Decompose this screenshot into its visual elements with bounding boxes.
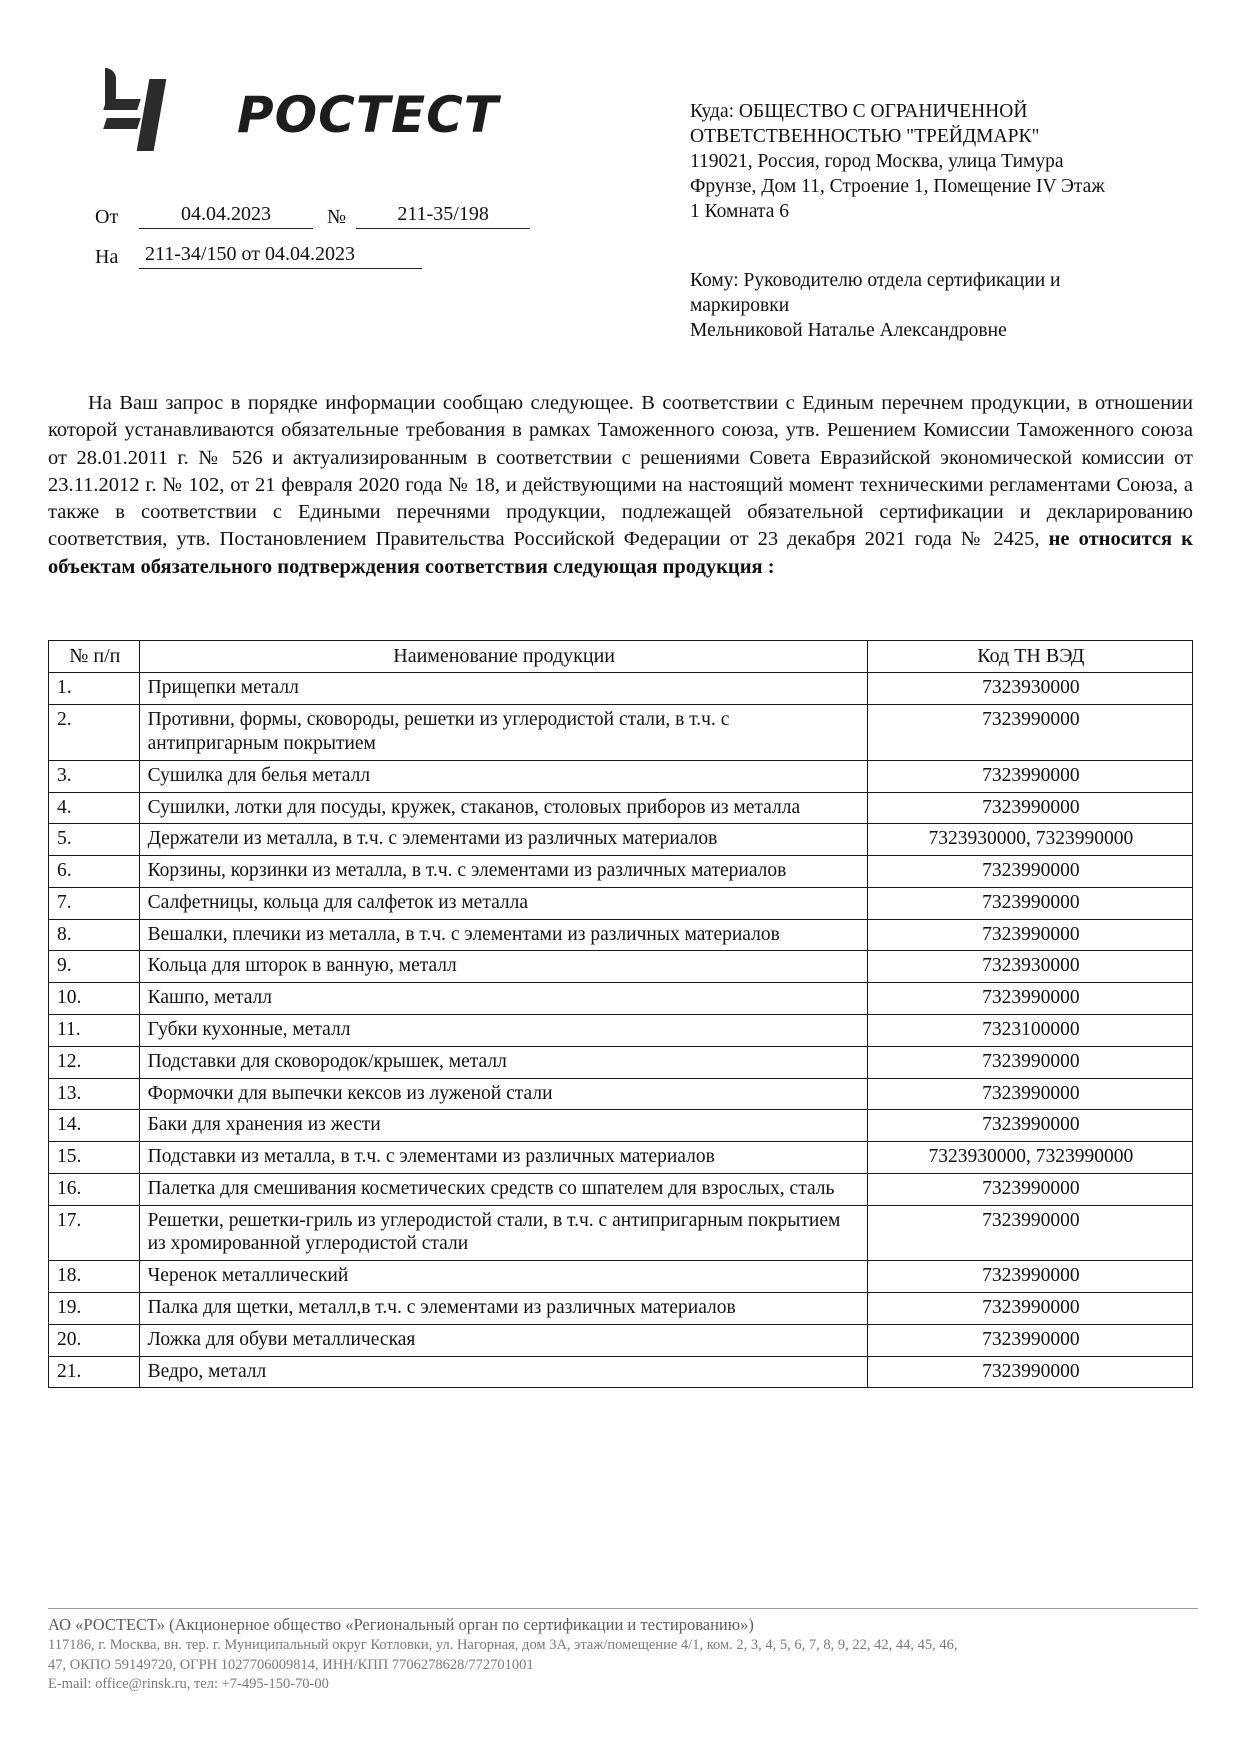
- cell-number: 19.: [49, 1293, 140, 1325]
- column-header-number: № п/п: [49, 641, 140, 673]
- addressee-line-5: 1 Комната 6: [690, 200, 790, 222]
- footer-line-1: АО «РОСТЕСТ» (Акционерное общество «Региональный орган по сертификации и тестированию»): [48, 1615, 754, 1634]
- cell-number: 14.: [49, 1110, 140, 1142]
- cell-number: 8.: [49, 919, 140, 951]
- addressee-line-1: Куда: ОБЩЕСТВО С ОГРАНИЧЕННОЙ: [690, 101, 1028, 122]
- reference-outgoing-row: [95, 203, 565, 229]
- rostest-logo-icon: [105, 79, 223, 151]
- number-label: №: [327, 206, 347, 228]
- table-row: [49, 1293, 1193, 1325]
- letter-footer: [48, 1608, 1198, 1695]
- cell-number: 4.: [49, 792, 140, 824]
- products-table-wrapper: [48, 640, 1193, 1388]
- cell-product-name: Палка для щетки, металл,в т.ч. с элементами из различных материалов: [139, 1293, 867, 1325]
- from-date-value: 04.04.2023: [139, 203, 313, 229]
- cell-product-name: Формочки для выпечки кексов из луженой стали: [139, 1078, 867, 1110]
- reference-block: [95, 203, 565, 283]
- cell-product-name: Кашпо, металл: [139, 983, 867, 1015]
- cell-product-name: Противни, формы, сковороды, решетки из углеродистой стали, в т.ч. с антипригарным покрытием: [139, 705, 867, 761]
- cell-number: 6.: [49, 856, 140, 888]
- cell-tnved-code: 7323990000: [867, 1356, 1192, 1388]
- cell-number: 13.: [49, 1078, 140, 1110]
- cell-product-name: Ведро, металл: [139, 1356, 867, 1388]
- cell-tnved-code: 7323990000: [867, 919, 1192, 951]
- cell-tnved-code: 7323930000, 7323990000: [867, 1142, 1192, 1174]
- table-row: [49, 1078, 1193, 1110]
- cell-number: 3.: [49, 760, 140, 792]
- footer-line-4: E-mail: office@rinsk.ru, тел: +7-495-150-70-00: [48, 1676, 329, 1693]
- cell-number: 15.: [49, 1142, 140, 1174]
- table-row: [49, 887, 1193, 919]
- cell-number: 16.: [49, 1173, 140, 1205]
- cell-tnved-code: 7323990000: [867, 760, 1192, 792]
- addressee-block: [690, 100, 1180, 344]
- table-row: [49, 673, 1193, 705]
- table-row: [49, 919, 1193, 951]
- cell-number: 7.: [49, 887, 140, 919]
- cell-tnved-code: 7323930000: [867, 673, 1192, 705]
- cell-product-name: Прищепки металл: [139, 673, 867, 705]
- cell-tnved-code: 7323990000: [867, 856, 1192, 888]
- letter-body-paragraph: [48, 390, 1193, 581]
- cell-tnved-code: 7323100000: [867, 1014, 1192, 1046]
- table-row: [49, 1356, 1193, 1388]
- cell-tnved-code: 7323990000: [867, 1205, 1192, 1261]
- cell-product-name: Кольца для шторок в ванную, металл: [139, 951, 867, 983]
- cell-number: 9.: [49, 951, 140, 983]
- cell-tnved-code: 7323990000: [867, 705, 1192, 761]
- body-text-regular: На Ваш запрос в порядке информации сообщаю следующее. В соответствии с Единым перечнем продукции, в отношении которой устанавливаются обязательные требования в рамках Таможенного союза, утв. Решением Комиссии Таможенного союза от 28.01.2011 г. № 526 и актуализированным в соответствии с решениями Совета Евразийской экономической комиссии от 23.11.2012 г. № 102, от 21 февраля 2020 года № 18, и действующими на настоящий момент техническими регламентами Союза, а также в соответствии с Едиными перечнями продукции, подлежащей обязательной сертификации и декларированию соответствия, утв. Постановлением Правительства Российской Федерации от 23 декабря 2021 года № 2425,: [48, 392, 1193, 551]
- cell-tnved-code: 7323990000: [867, 1110, 1192, 1142]
- cell-product-name: Подставки из металла, в т.ч. с элементами из различных материалов: [139, 1142, 867, 1174]
- cell-product-name: Подставки для сковородок/крышек, металл: [139, 1046, 867, 1078]
- recipient-line-1: Кому: Руководителю отдела сертификации и: [690, 269, 1061, 291]
- table-row: [49, 760, 1193, 792]
- cell-tnved-code: 7323990000: [867, 1173, 1192, 1205]
- cell-number: 5.: [49, 824, 140, 856]
- table-row: [49, 824, 1193, 856]
- table-header-row: [49, 641, 1193, 673]
- document-number-value: 211-35/198: [356, 203, 530, 229]
- table-row: [49, 1205, 1193, 1261]
- table-row: [49, 1110, 1193, 1142]
- cell-tnved-code: 7323990000: [867, 1078, 1192, 1110]
- recipient-line-2: маркировки: [690, 294, 790, 316]
- cell-product-name: Сушилки, лотки для посуды, кружек, стаканов, столовых приборов из металла: [139, 792, 867, 824]
- table-row: [49, 792, 1193, 824]
- column-header-name: Наименование продукции: [139, 641, 867, 673]
- on-label: На: [95, 246, 119, 268]
- table-row: [49, 856, 1193, 888]
- cell-product-name: Держатели из металла, в т.ч. с элементами из различных материалов: [139, 824, 867, 856]
- from-label: От: [95, 206, 119, 228]
- cell-product-name: Сушилка для белья металл: [139, 760, 867, 792]
- cell-tnved-code: 7323990000: [867, 887, 1192, 919]
- on-reference-value: 211-34/150 от 04.04.2023: [139, 243, 422, 269]
- cell-tnved-code: 7323990000: [867, 1261, 1192, 1293]
- cell-tnved-code: 7323930000: [867, 951, 1192, 983]
- cell-number: 2.: [49, 705, 140, 761]
- addressee-line-4: Фрунзе, Дом 11, Строение 1, Помещение IV Этаж: [690, 175, 1105, 197]
- reference-incoming-row: [95, 243, 565, 269]
- cell-product-name: Черенок металлический: [139, 1261, 867, 1293]
- company-logo: [105, 75, 525, 155]
- table-row: [49, 705, 1193, 761]
- addressee-line-2: ОТВЕТСТВЕННОСТЬЮ "ТРЕЙДМАРК": [690, 125, 1040, 147]
- cell-tnved-code: 7323990000: [867, 1046, 1192, 1078]
- footer-line-3: 47, ОКПО 59149720, ОГРН 1027706009814, ИНН/КПП 7706278628/772701001: [48, 1656, 534, 1673]
- table-row: [49, 1046, 1193, 1078]
- cell-product-name: Баки для хранения из жести: [139, 1110, 867, 1142]
- cell-product-name: Решетки, решетки-гриль из углеродистой стали, в т.ч. с антипригарным покрытием из хромированной углеродистой стали: [139, 1205, 867, 1261]
- cell-number: 17.: [49, 1205, 140, 1261]
- cell-product-name: Губки кухонные, металл: [139, 1014, 867, 1046]
- cell-product-name: Салфетницы, кольца для салфеток из металла: [139, 887, 867, 919]
- body-text-bold: не относится к объектам обязательного подтверждения соответствия следующая продукция :: [48, 528, 1193, 578]
- cell-tnved-code: 7323930000, 7323990000: [867, 824, 1192, 856]
- table-row: [49, 1014, 1193, 1046]
- cell-number: 11.: [49, 1014, 140, 1046]
- recipient-line-3: Мельниковой Наталье Александровне: [690, 319, 1007, 341]
- cell-tnved-code: 7323990000: [867, 1324, 1192, 1356]
- cell-number: 1.: [49, 673, 140, 705]
- table-row: [49, 951, 1193, 983]
- cell-product-name: Ложка для обуви металлическая: [139, 1324, 867, 1356]
- letter-header: [0, 55, 1240, 341]
- cell-product-name: Вешалки, плечики из металла, в т.ч. с элементами из различных материалов: [139, 919, 867, 951]
- table-body: [49, 673, 1193, 1388]
- products-table: [48, 640, 1193, 1388]
- cell-number: 21.: [49, 1356, 140, 1388]
- cell-product-name: Палетка для смешивания косметических средств со шпателем для взрослых, сталь: [139, 1173, 867, 1205]
- table-row: [49, 1324, 1193, 1356]
- table-row: [49, 1173, 1193, 1205]
- cell-number: 12.: [49, 1046, 140, 1078]
- addressee-line-3: 119021, Россия, город Москва, улица Тимура: [690, 150, 1064, 172]
- cell-product-name: Корзины, корзинки из металла, в т.ч. с элементами из различных материалов: [139, 856, 867, 888]
- cell-tnved-code: 7323990000: [867, 983, 1192, 1015]
- cell-number: 18.: [49, 1261, 140, 1293]
- table-row: [49, 1142, 1193, 1174]
- footer-divider: [48, 1608, 1198, 1609]
- cell-number: 10.: [49, 983, 140, 1015]
- table-row: [49, 1261, 1193, 1293]
- cell-tnved-code: 7323990000: [867, 1293, 1192, 1325]
- column-header-code: Код ТН ВЭД: [867, 641, 1192, 673]
- logo-wordmark: РОСТЕСТ: [237, 86, 499, 144]
- table-row: [49, 983, 1193, 1015]
- footer-line-2: 117186, г. Москва, вн. тер. г. Муниципальный округ Котловки, ул. Нагорная, дом 3А, этаж/помещение 4/1, ком. 2, 3, 4, 5, 6, 7, 8, 9, 22, 42, 44, 45, 46,: [48, 1637, 958, 1654]
- cell-tnved-code: 7323990000: [867, 792, 1192, 824]
- cell-number: 20.: [49, 1324, 140, 1356]
